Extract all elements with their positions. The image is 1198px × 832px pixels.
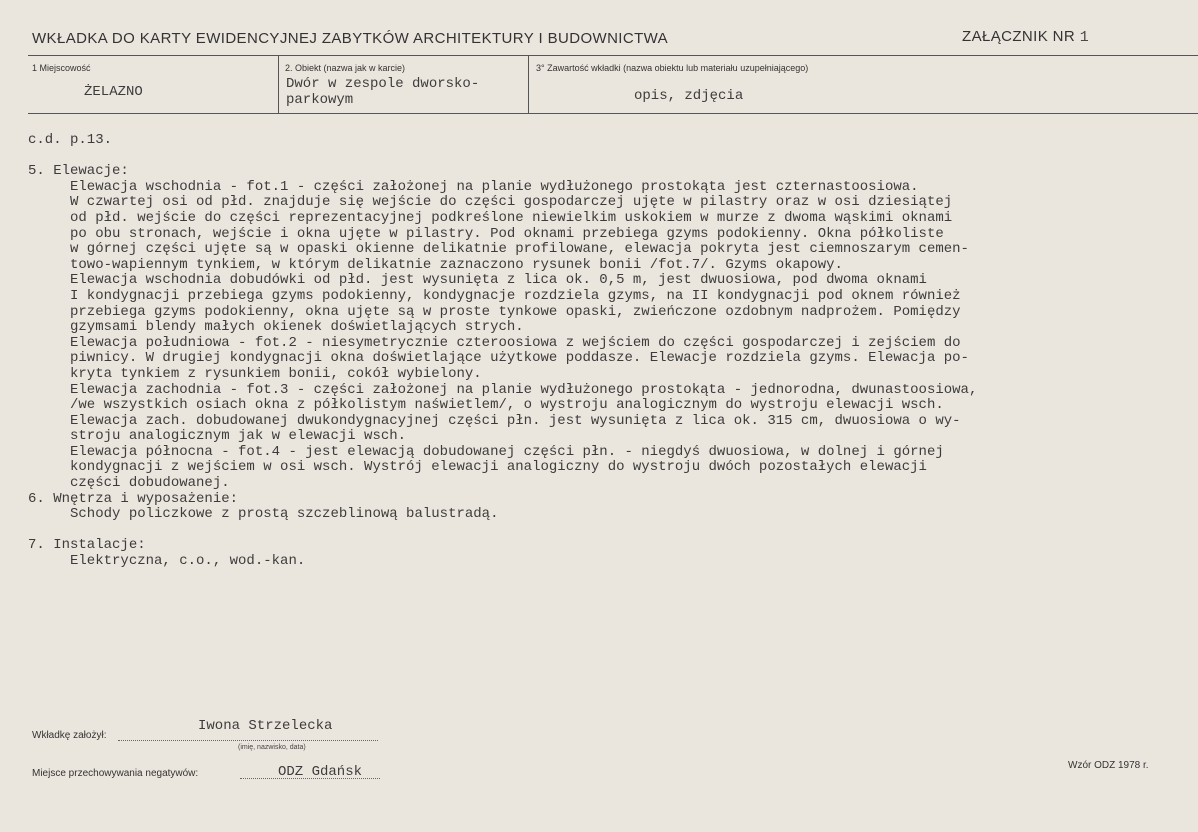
body-line: Elewacja zachodnia - fot.3 - części założonej na planie wydłużonego prostokąta - jednorodna, dwunastoosiowa, (28, 381, 978, 398)
author-dotline (118, 740, 378, 741)
description-body (28, 133, 1178, 570)
body-line: I kondygnacji przebiega gzyms podokienny, kondygnacje rozdziela gzyms, na II kondygnacji pod oknem również (28, 287, 961, 304)
body-line: stroju analogicznym jak w elewacji wsch. (28, 428, 407, 445)
body-line: kryta tynkiem z rysunkiem bonii, cokół wybielony. (28, 365, 482, 382)
body-line: Schody policzkowe z prostą szczeblinową balustradą. (28, 506, 499, 523)
form-code: Wzór ODZ 1978 r. (1068, 760, 1149, 771)
negatives-value: ODZ Gdańsk (278, 764, 363, 780)
negatives-label: Miejsce przechowywania negatywów: (32, 768, 199, 779)
body-line: 5. Elewacje: (28, 163, 129, 180)
annex-label (962, 28, 1089, 46)
annex-number: 1 (1079, 29, 1090, 46)
field-divider-2 (528, 55, 529, 113)
body-line: części dobudowanej. (28, 475, 230, 492)
header-rule (28, 55, 1198, 56)
fields-rule (28, 113, 1198, 114)
body-line: c.d. p.13. (28, 132, 113, 148)
location-label: 1 Miejscowość (32, 63, 91, 73)
location-value: ŻELAZNO (84, 84, 143, 100)
body-line: kondygnacji z wejściem w osi wsch. Wystrój elewacji analogiczny do wystroju dwóch pozostałych elewacji (28, 459, 927, 476)
body-line: gzymsami blendy małych okienek doświetlających strych. (28, 319, 524, 336)
body-line (28, 149, 1178, 165)
body-line: towo-wapiennym tynkiem, w którym delikatnie zaznaczono rysunek bonii /fot.7/. Gzyms okapowy. (28, 256, 843, 273)
content-label: 3° Zawartość wkładki (nazwa obiektu lub materiału uzupełniającego) (536, 63, 809, 73)
field-divider-1 (278, 55, 279, 113)
annex-label-text: ZAŁĄCZNIK NR (962, 28, 1076, 45)
body-line: piwnicy. W drugiej kondygnacji okna doświetlające użytkowe poddasze. Elewacje rozdziela gzyms. Elewacja po- (28, 350, 969, 367)
author-value: Iwona Strzelecka (198, 718, 333, 734)
body-line: /we wszystkich osiach okna z półkolistym naświetlem/, o wystroju analogicznym do wystroju elewacji wsch. (28, 397, 944, 414)
object-value: Dwór w zespole dworsko- parkowym (286, 76, 480, 108)
body-line: Elektryczna, c.o., wod.-kan. (28, 553, 306, 570)
card-title: WKŁADKA DO KARTY EWIDENCYJNEJ ZABYTKÓW ARCHITEKTURY I BUDOWNICTWA (32, 30, 669, 47)
body-line: 6. Wnętrza i wyposażenie: (28, 490, 239, 507)
body-line: przebiega gzyms podokienny, okna ujęte są w proste tynkowe opaski, zwieńczone ozdobnym nadprożem. Pomiędzy (28, 303, 961, 320)
object-label: 2. Obiekt (nazwa jak w karcie) (285, 63, 406, 73)
content-value: opis, zdjęcia (634, 88, 744, 104)
body-line: 7. Instalacje: (28, 537, 146, 554)
body-line (28, 523, 1178, 539)
body-line: po obu stronach, wejście i okna ujęte w pilastry. Pod oknami przebiega gzyms podokienny. Okna półkoliste (28, 225, 944, 242)
body-line: Elewacja wschodnia - fot.1 - części założonej na planie wydłużonego prostokąta jest czternastoosiowa. (28, 178, 919, 195)
body-line: Elewacja wschodnia dobudówki od płd. jest wysunięta z lica ok. 0,5 m, jest dwuosiowa, pod dwoma oknami (28, 272, 927, 289)
body-line: Elewacja południowa - fot.2 - niesymetrycznie czteroosiowa z wejściem do części gospodarczej i zejściem do (28, 334, 961, 351)
author-sublabel: (imię, nazwisko, data) (238, 744, 306, 751)
body-line: Elewacja zach. dobudowanej dwukondygnacyjnej części płn. jest wysunięta z lica ok. 315 cm, dwuosiowa o wy- (28, 412, 961, 429)
body-line: w górnej części ujęte są w opaski okienne delikatnie profilowane, elewacja pokryta jest ciemnoszarym cemen- (28, 241, 969, 258)
author-label: Wkładkę założył: (32, 730, 107, 741)
body-line: Elewacja północna - fot.4 - jest elewacją dobudowanej części płn. - niegdyś dwuosiowa, w dolnej i górnej (28, 443, 944, 460)
body-line: W czwartej osi od płd. znajduje się wejście do części gospodarczej ujęte w pilastry oraz w osi dziesiątej (28, 194, 953, 211)
body-line: od płd. wejście do części reprezentacyjnej podkreślone niewielkim uskokiem w murze z dwoma wąskimi oknami (28, 209, 953, 226)
